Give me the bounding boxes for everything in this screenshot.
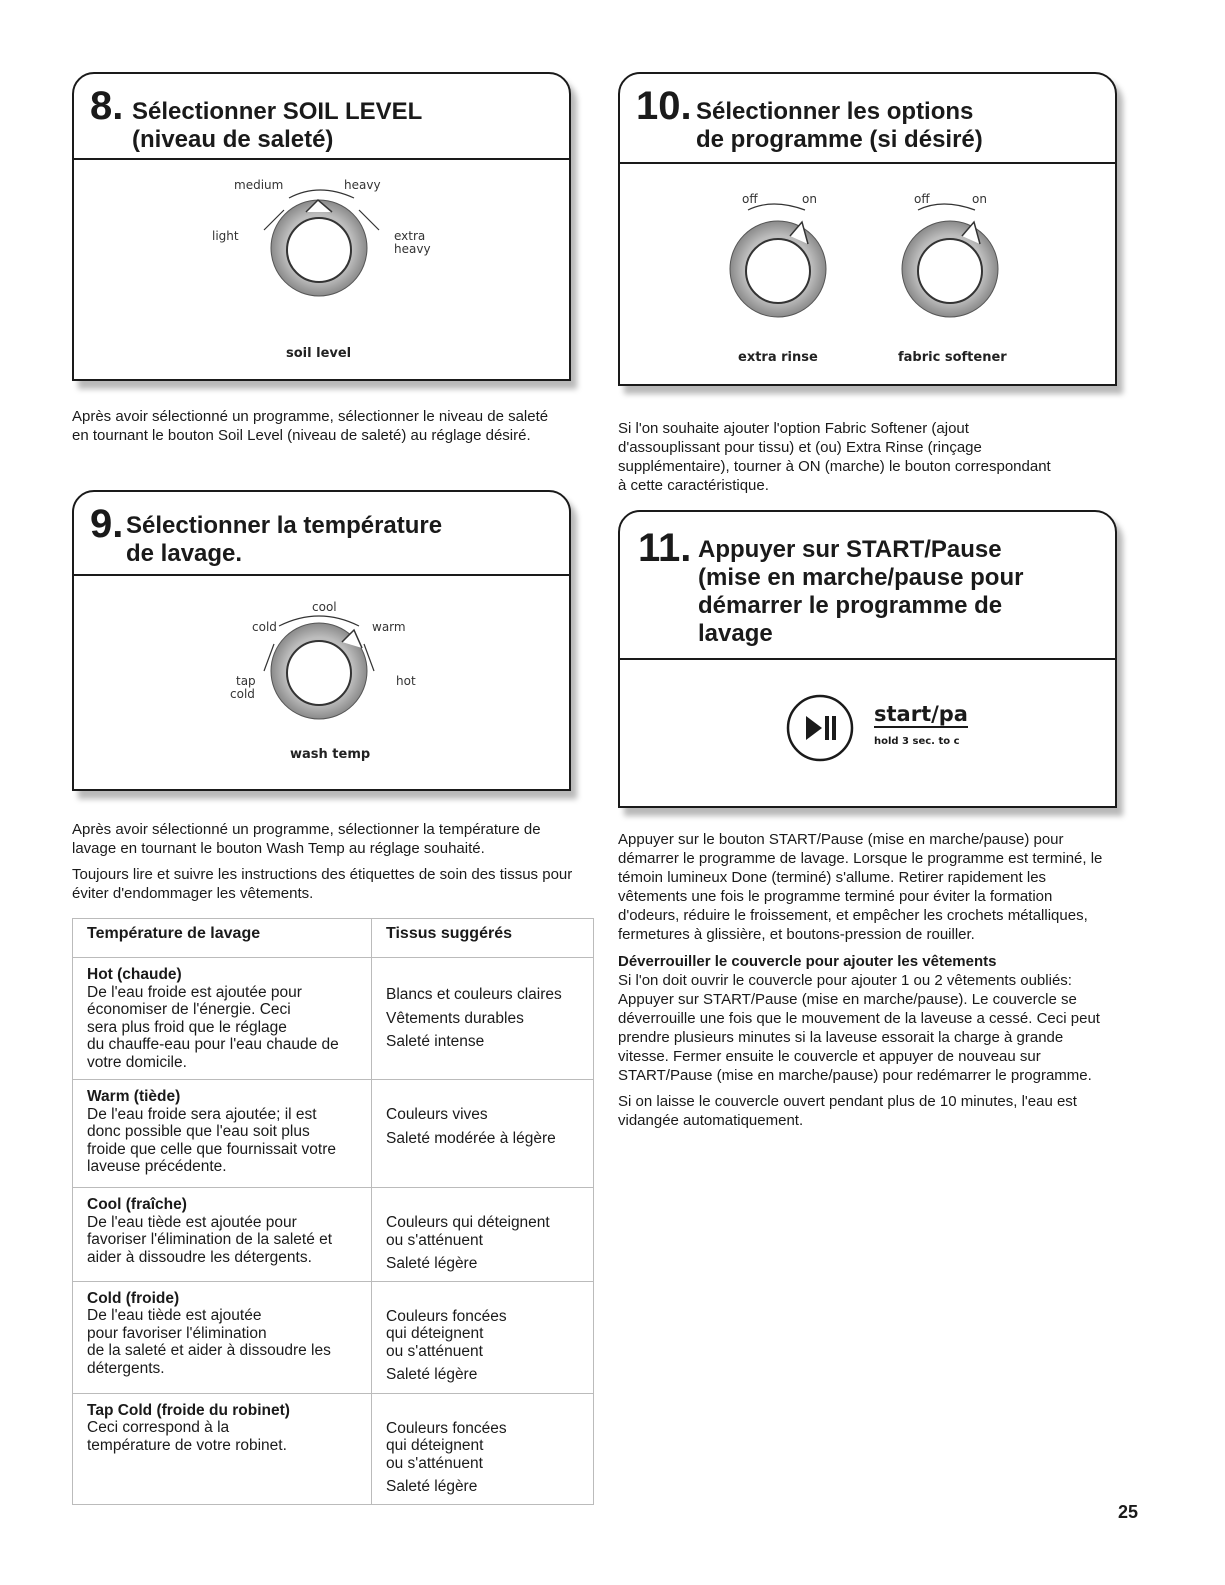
temp-label-tap-cold: cold xyxy=(230,687,255,701)
temp-desc-line: favoriser l'élimination de la saleté et xyxy=(87,1231,333,1248)
fabric-line: Saleté intense xyxy=(386,1033,485,1050)
step8-title-line2: (niveau de saleté) xyxy=(132,126,334,153)
temp-desc-line: froide que celle que fournissait votre xyxy=(87,1140,337,1158)
soil-label-extra: extra xyxy=(394,229,426,243)
fabric-softener-on-label: on xyxy=(972,192,987,206)
fabric-softener-off-label: off xyxy=(914,192,930,206)
table-cell-temp xyxy=(73,1393,372,1504)
table-cell-fabrics xyxy=(372,1080,594,1188)
temp-desc-line: laveuse précédente. xyxy=(87,1158,227,1175)
soil-label-extra-heavy: heavy xyxy=(394,242,431,256)
temp-desc-line: pour favoriser l'élimination xyxy=(87,1324,267,1342)
table-row xyxy=(73,958,594,1080)
step10-header xyxy=(620,74,1115,164)
soil-label-heavy: heavy xyxy=(344,178,381,192)
fabric-line: Couleurs vives xyxy=(386,1106,488,1123)
table-row xyxy=(73,1080,594,1188)
start-pause-icon xyxy=(782,690,862,770)
temp-name: Cool (fraîche) xyxy=(87,1196,187,1213)
step11-number: 11. xyxy=(638,526,692,570)
temp-label-hot: hot xyxy=(396,674,416,688)
table-cell-temp xyxy=(73,1281,372,1393)
table-cell-fabrics xyxy=(372,1393,594,1504)
temp-desc-line: De l'eau froide est ajoutée pour xyxy=(87,983,302,1001)
table-header-temp: Température de lavage xyxy=(73,919,372,958)
step9-title-line1: Sélectionner la température xyxy=(126,512,443,539)
table-cell-temp xyxy=(73,958,372,1080)
step11-panel xyxy=(618,510,1117,808)
step9-title-line2: de lavage. xyxy=(126,540,243,567)
step10-description xyxy=(618,419,1058,502)
wash-temp-dial-name: wash temp xyxy=(290,747,371,762)
temp-desc-line: température de votre robinet. xyxy=(87,1436,287,1454)
step10-title-line1: Sélectionner les options xyxy=(696,98,974,125)
temp-desc-line: De l'eau froide sera ajoutée; il est xyxy=(87,1105,317,1123)
temp-desc-line: détergents. xyxy=(87,1359,165,1377)
step11-title-line4: lavage xyxy=(698,620,773,647)
temp-desc-line: économiser de l'énergie. Ceci xyxy=(87,1001,291,1018)
fabric-line: Blancs et couleurs claires xyxy=(386,986,562,1003)
step9-number: 9. xyxy=(90,502,124,546)
step10-text: Si l'on souhaite ajouter l'option Fabric Softener (ajout d'assouplissant pour tissu) et (ou) Extra Rinse (rinçage supplémentaire), tourner à ON (marche) le bouton correspondant à cette caractéristique. xyxy=(618,420,1051,494)
table-header-row xyxy=(73,919,594,958)
page-number: 25 xyxy=(1118,1502,1139,1522)
temp-desc-line: De l'eau tiède est ajoutée xyxy=(87,1307,262,1324)
temp-desc-line: du chauffe-eau pour l'eau chaude de xyxy=(87,1036,339,1053)
step11-text: Appuyer sur le bouton START/Pause (mise en marche/pause) pour démarrer le programme de lavage. Lorsque le programme est terminé, le témoin lumineux Done (terminé) s'allume. Retirer rapidement les vêtements une fois le programme terminé pour éviter la formation d'odeurs, réduire le froissement, et empêcher les crochets métalliques, fermetures à glissière, et boutons-pression de rouiller. xyxy=(618,831,1103,943)
step10-title-line2: de programme (si désiré) xyxy=(696,126,983,153)
step8-title-line1: Sélectionner SOIL LEVEL xyxy=(132,98,423,125)
fabric-line: Couleurs foncées xyxy=(386,1419,507,1437)
temp-desc-line: sera plus froid que le réglage xyxy=(87,1018,287,1036)
step11-description xyxy=(618,830,1103,1137)
fabric-line: Saleté modérée à légère xyxy=(386,1129,556,1147)
temp-desc-line: De l'eau tiède est ajoutée pour xyxy=(87,1213,297,1231)
extra-rinse-on-label: on xyxy=(802,192,817,206)
table-row xyxy=(73,1393,594,1504)
temp-desc-line: votre domicile. xyxy=(87,1053,187,1071)
temp-name: Tap Cold (froide du robinet) xyxy=(87,1401,290,1419)
temp-desc-line: donc possible que l'eau soit plus xyxy=(87,1123,310,1140)
step9-header xyxy=(74,492,569,576)
fabric-line: Saleté légère xyxy=(386,1366,478,1383)
table-row xyxy=(73,1188,594,1282)
temp-name: Hot (chaude) xyxy=(87,966,182,983)
step9-text2: Toujours lire et suivre les instructions des étiquettes de soin des tissus pour éviter d'endommager les vêtements. xyxy=(72,866,573,902)
table-cell-fabrics xyxy=(372,958,594,1080)
fabric-softener-dial-name: fabric softener xyxy=(898,350,1007,365)
fabric-line: Vêtements durables xyxy=(386,1009,524,1027)
table-cell-temp xyxy=(73,1080,372,1188)
fabric-line: Saleté légère xyxy=(386,1478,478,1495)
fabric-line: ou s'atténuent xyxy=(386,1342,483,1360)
fabric-line: Couleurs foncées xyxy=(386,1307,507,1325)
step8-description xyxy=(72,407,567,452)
unlock-text: Si l'on doit ouvrir le couvercle pour ajouter 1 ou 2 vêtements oubliés: Appuyer sur START/Pause (mise en marche/pause). Le couvercle se déverrouille une fois que le mouvement de la laveuse a cessé. Ceci peut prendre plusieurs minutes si la laveuse essorait la charge à grande vitesse. Fermer ensuite le couvercle et appuyer de nouveau sur START/Pause (mise en marche/pause) pour redémarrer le programme. xyxy=(618,972,1100,1084)
step8-panel xyxy=(72,72,571,381)
start-pause-label: start/pa xyxy=(874,702,968,726)
temp-desc-line: Ceci correspond à la xyxy=(87,1419,230,1436)
soil-label-light: light xyxy=(212,229,239,243)
step9-text1: Après avoir sélectionné un programme, sélectionner la température de lavage en tournant le bouton Wash Temp au réglage souhaité. xyxy=(72,821,541,857)
step10-number: 10. xyxy=(636,84,692,128)
step8-text: Après avoir sélectionné un programme, sélectionner le niveau de saleté en tournant le bouton Soil Level (niveau de saleté) au réglage désiré. xyxy=(72,408,549,444)
step11-header xyxy=(620,512,1115,660)
fabric-line: Saleté légère xyxy=(386,1255,478,1272)
temp-desc-line: de la saleté et aider à dissoudre les xyxy=(87,1342,331,1359)
step11-title-line2: (mise en marche/pause pour xyxy=(698,564,1024,591)
fabric-line: qui déteignent xyxy=(386,1325,484,1342)
step9-description xyxy=(72,820,582,910)
step10-panel xyxy=(618,72,1117,386)
extra-rinse-dial-name: extra rinse xyxy=(738,350,818,365)
temp-label-warm: warm xyxy=(372,620,406,634)
extra-rinse-off-label: off xyxy=(742,192,758,206)
step11-title-line1: Appuyer sur START/Pause xyxy=(698,536,1002,563)
step11-title-line3: démarrer le programme de xyxy=(698,592,1003,619)
start-pause-sublabel: hold 3 sec. to c xyxy=(874,736,960,747)
fabric-line: qui déteignent xyxy=(386,1437,484,1454)
drain-text: Si on laisse le couvercle ouvert pendant plus de 10 minutes, l'eau est vidangée automatiquement. xyxy=(618,1093,1077,1129)
step8-number: 8. xyxy=(90,84,124,128)
soil-level-dial-icon xyxy=(74,160,569,360)
wash-temp-table xyxy=(72,918,594,1505)
fabric-line: Couleurs qui déteignent xyxy=(386,1214,550,1231)
table-header-fabrics: Tissus suggérés xyxy=(372,919,594,958)
fabric-line: ou s'atténuent xyxy=(386,1454,483,1472)
temp-label-cool: cool xyxy=(312,600,337,614)
temp-name: Warm (tiède) xyxy=(87,1088,181,1105)
soil-label-medium: medium xyxy=(234,178,284,192)
step9-panel xyxy=(72,490,571,791)
step8-header xyxy=(74,74,569,160)
table-cell-fabrics xyxy=(372,1281,594,1393)
table-row xyxy=(73,1281,594,1393)
temp-label-cold: cold xyxy=(252,620,277,634)
soil-level-dial-name: soil level xyxy=(286,346,352,361)
fabric-line: ou s'atténuent xyxy=(386,1231,483,1249)
table-cell-fabrics xyxy=(372,1188,594,1282)
temp-label-tap: tap xyxy=(236,674,256,688)
temp-desc-line: aider à dissoudre les détergents. xyxy=(87,1248,312,1266)
table-cell-temp xyxy=(73,1188,372,1282)
unlock-heading: Déverrouiller le couvercle pour ajouter les vêtements xyxy=(618,953,997,970)
option-dials-icon xyxy=(620,164,1115,364)
temp-name: Cold (froide) xyxy=(87,1289,180,1307)
